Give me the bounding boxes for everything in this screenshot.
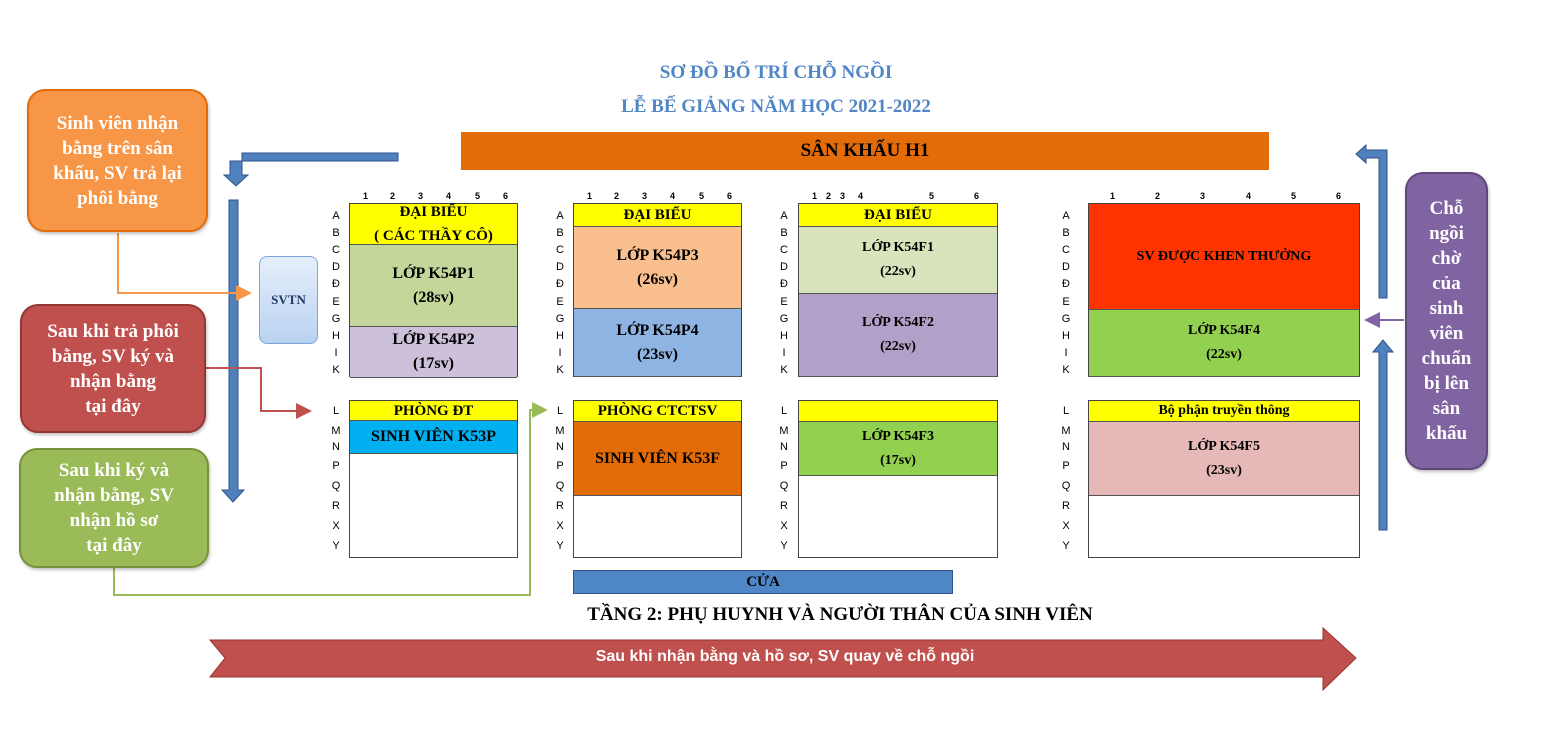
callout-line: tại đây (85, 395, 141, 417)
row-label: Đ (780, 278, 788, 290)
column-number: 1 (587, 191, 593, 201)
row-label: N (780, 441, 788, 453)
callout-line: nhận bằng (69, 370, 157, 392)
row-label: A (556, 210, 564, 222)
section-label: LỚP K54F2 (862, 315, 934, 330)
row-label: K (1062, 364, 1070, 376)
callout-waiting-seats (1405, 172, 1488, 470)
row-label: C (556, 244, 564, 256)
row-label: X (1062, 520, 1070, 532)
row-label: G (331, 313, 341, 325)
row-label: M (779, 425, 789, 437)
seat-block-4-lower (1088, 400, 1360, 558)
section-label: (17sv) (413, 355, 454, 372)
connector-red (206, 368, 310, 411)
arrow-right-to-stage (1356, 145, 1387, 298)
section-label: SINH VIÊN K53P (370, 428, 497, 445)
callout-line: Sau khi ký và (58, 460, 170, 481)
row-label: P (1062, 460, 1070, 472)
callout-line: sinh (1429, 298, 1464, 319)
seat-block-3-upper (798, 203, 998, 377)
row-label: M (555, 425, 565, 437)
column-number: 2 (390, 191, 396, 201)
stage-label: SÂN KHẤU H1 (800, 140, 930, 161)
seat-block-1-lower (349, 400, 518, 558)
diagram-title-line2: LỄ BẾ GIẢNG NĂM HỌC 2021-2022 (621, 96, 931, 117)
row-label: G (555, 313, 565, 325)
callout-receive-on-stage (27, 89, 208, 232)
section-label: ĐẠI BIỂU (399, 204, 468, 220)
row-label: H (1062, 330, 1070, 342)
row-label: E (332, 296, 340, 308)
seat-section (574, 204, 741, 227)
row-label: H (556, 330, 564, 342)
section-label: LỚP K54F5 (1188, 438, 1260, 454)
callout-line: Chỗ (1429, 198, 1464, 219)
row-label: P (332, 460, 340, 472)
row-label: A (332, 210, 340, 222)
callout-line: bằng trên sân (62, 137, 173, 159)
row-label: K (332, 364, 340, 376)
column-number: 2 (614, 191, 620, 201)
seat-section (1089, 204, 1359, 310)
seat-section (574, 401, 741, 422)
callout-line: nhận hồ sơ (69, 510, 159, 531)
callout-line: Sinh viên nhận (56, 112, 179, 134)
column-number: 4 (446, 191, 452, 201)
callout-line: viên (1429, 323, 1464, 344)
section-label: ĐẠI BIỂU (623, 207, 692, 223)
row-label: D (1062, 261, 1070, 273)
row-label: I (1064, 347, 1068, 359)
row-label: K (780, 364, 788, 376)
svtn-box (259, 256, 318, 344)
row-label: C (780, 244, 788, 256)
callout-line: bằng, SV ký và (51, 345, 175, 367)
row-label: Y (332, 540, 340, 552)
column-number: 1 (363, 191, 369, 201)
callout-line: nhận bằng, SV (54, 485, 174, 506)
column-number: 4 (1246, 191, 1252, 201)
section-label: ( CÁC THẦY CÔ) (374, 228, 493, 244)
callout-line: chuẩn (1421, 348, 1472, 369)
column-number: 4 (858, 191, 864, 201)
row-label: C (332, 244, 340, 256)
row-label: X (556, 520, 564, 532)
column-number: 3 (642, 191, 648, 201)
row-label: I (334, 347, 338, 359)
seat-section (1089, 401, 1359, 422)
column-number: 3 (840, 191, 846, 201)
row-label: M (1061, 425, 1071, 437)
return-banner-label: Sau khi nhận bằng và hồ sơ, SV quay về chỗ ngồi (595, 648, 975, 665)
callout-line: sân (1432, 398, 1461, 419)
callout-line: khấu (1425, 423, 1468, 444)
arrow-left-down (222, 200, 244, 502)
row-label: D (332, 261, 340, 273)
section-label: LỚP K54F4 (1188, 323, 1260, 338)
seat-block-2-lower (573, 400, 742, 558)
seat-section (350, 204, 517, 245)
diagram-title-line1: SƠ ĐỒ BỐ TRÍ CHỖ NGỒI (659, 62, 893, 83)
seat-section (350, 245, 517, 327)
column-number: 5 (699, 191, 705, 201)
column-number: 4 (670, 191, 676, 201)
section-label: SINH VIÊN K53F (594, 449, 721, 467)
row-label: B (332, 227, 340, 239)
row-label: G (1061, 313, 1071, 325)
row-label: B (1062, 227, 1070, 239)
column-number: 5 (475, 191, 481, 201)
section-label: (26sv) (637, 270, 678, 288)
column-number: 3 (418, 191, 424, 201)
row-label: A (1062, 210, 1070, 222)
section-label: ĐẠI BIỂU (864, 207, 932, 223)
row-label: E (780, 296, 788, 308)
row-label: H (332, 330, 340, 342)
column-number: 2 (826, 191, 832, 201)
callout-line: của (1432, 273, 1461, 294)
section-label: PHÒNG CTCTSV (597, 403, 718, 419)
column-number: 1 (1110, 191, 1116, 201)
seat-section (350, 421, 517, 454)
row-label: P (556, 460, 564, 472)
callout-line: chờ (1431, 248, 1462, 269)
seat-section (350, 327, 517, 378)
seat-section (799, 204, 997, 227)
row-label: K (556, 364, 564, 376)
seat-block-1-upper (349, 203, 518, 377)
section-label: (17sv) (880, 452, 916, 468)
seat-section (1089, 310, 1359, 377)
row-label: L (332, 405, 340, 417)
column-number: 6 (1336, 191, 1342, 201)
row-label: N (556, 441, 564, 453)
callout-sign-receive (20, 304, 206, 433)
seat-section (799, 227, 997, 294)
section-label: (22sv) (880, 264, 916, 279)
seat-section (350, 401, 517, 421)
row-label: Y (556, 540, 564, 552)
row-label: Q (331, 480, 341, 492)
callout-line: khấu, SV trả lại (53, 162, 182, 184)
row-label: L (1062, 405, 1070, 417)
section-label: PHÒNG ĐT (393, 402, 474, 419)
section-label: (22sv) (1206, 347, 1242, 362)
row-label: Q (555, 480, 565, 492)
section-label: LỚP K54P1 (392, 264, 475, 282)
section-label: (23sv) (1206, 462, 1242, 478)
row-label: Đ (1062, 278, 1070, 290)
row-label: R (556, 500, 564, 512)
callout-line: ngồi (1429, 223, 1464, 244)
section-label: (28sv) (413, 288, 454, 306)
row-label: I (558, 347, 562, 359)
seat-section (1089, 422, 1359, 496)
section-label: Bộ phận truyền thông (1158, 403, 1290, 418)
row-label: M (331, 425, 341, 437)
section-label: LỚP K54F1 (862, 240, 934, 255)
row-label: D (780, 261, 788, 273)
row-label: D (556, 261, 564, 273)
column-number: 3 (1200, 191, 1206, 201)
row-label: X (332, 520, 340, 532)
column-number: 6 (974, 191, 980, 201)
arrow-stage-to-left (224, 153, 398, 186)
section-label: LỚP K54F3 (862, 428, 934, 444)
row-label: R (1062, 500, 1070, 512)
arrow-right-up (1373, 340, 1393, 530)
seat-block-4-upper (1088, 203, 1360, 377)
row-label: Đ (556, 278, 564, 290)
row-label: P (780, 460, 788, 472)
callout-receive-records (19, 448, 209, 568)
row-label: Q (779, 480, 789, 492)
column-number: 2 (1155, 191, 1161, 201)
seat-section (574, 227, 741, 309)
row-label: L (780, 405, 788, 417)
callout-line: bị lên (1424, 373, 1469, 394)
column-number: 5 (1291, 191, 1297, 201)
door-label: CỬA (746, 573, 780, 590)
row-label: Đ (332, 278, 340, 290)
row-label: H (780, 330, 788, 342)
row-label: R (780, 500, 788, 512)
row-label: A (780, 210, 788, 222)
column-number: 5 (929, 191, 935, 201)
column-number: 6 (503, 191, 509, 201)
section-label: SV ĐƯỢC KHEN THƯỞNG (1136, 248, 1312, 264)
row-label: L (556, 405, 564, 417)
row-label: G (779, 313, 789, 325)
seat-section (799, 422, 997, 476)
row-label: Y (780, 540, 788, 552)
seat-block-3-lower (798, 400, 998, 558)
callout-line: Sau khi trả phôi (47, 320, 179, 342)
floor2-label: TẦNG 2: PHỤ HUYNH VÀ NGƯỜI THÂN CỦA SINH VIÊN (587, 604, 1093, 625)
row-label: R (332, 500, 340, 512)
section-label: (22sv) (880, 339, 916, 354)
seat-section (574, 309, 741, 377)
seat-section (799, 294, 997, 377)
row-label: Q (1061, 480, 1071, 492)
row-label: N (1062, 441, 1070, 453)
row-label: B (556, 227, 564, 239)
column-number: 6 (727, 191, 733, 201)
section-label: (23sv) (637, 345, 678, 363)
row-label: B (780, 227, 788, 239)
svtn-label: SVTN (271, 292, 306, 307)
row-label: C (1062, 244, 1070, 256)
section-label: LỚP K54P3 (616, 246, 699, 264)
door-bar (573, 570, 953, 594)
column-number: 1 (812, 191, 818, 201)
row-label: E (556, 296, 564, 308)
row-label: N (332, 441, 340, 453)
seat-section (799, 401, 997, 422)
section-label: LỚP K54P2 (392, 331, 475, 348)
seat-block-2-upper (573, 203, 742, 377)
row-label: X (780, 520, 788, 532)
section-label: LỚP K54P4 (616, 321, 699, 339)
seat-section (574, 422, 741, 496)
callout-line: phôi bằng (77, 187, 158, 209)
callout-line: tại đây (86, 535, 142, 556)
row-label: E (1062, 296, 1070, 308)
row-label: I (782, 347, 786, 359)
row-label: Y (1062, 540, 1070, 552)
